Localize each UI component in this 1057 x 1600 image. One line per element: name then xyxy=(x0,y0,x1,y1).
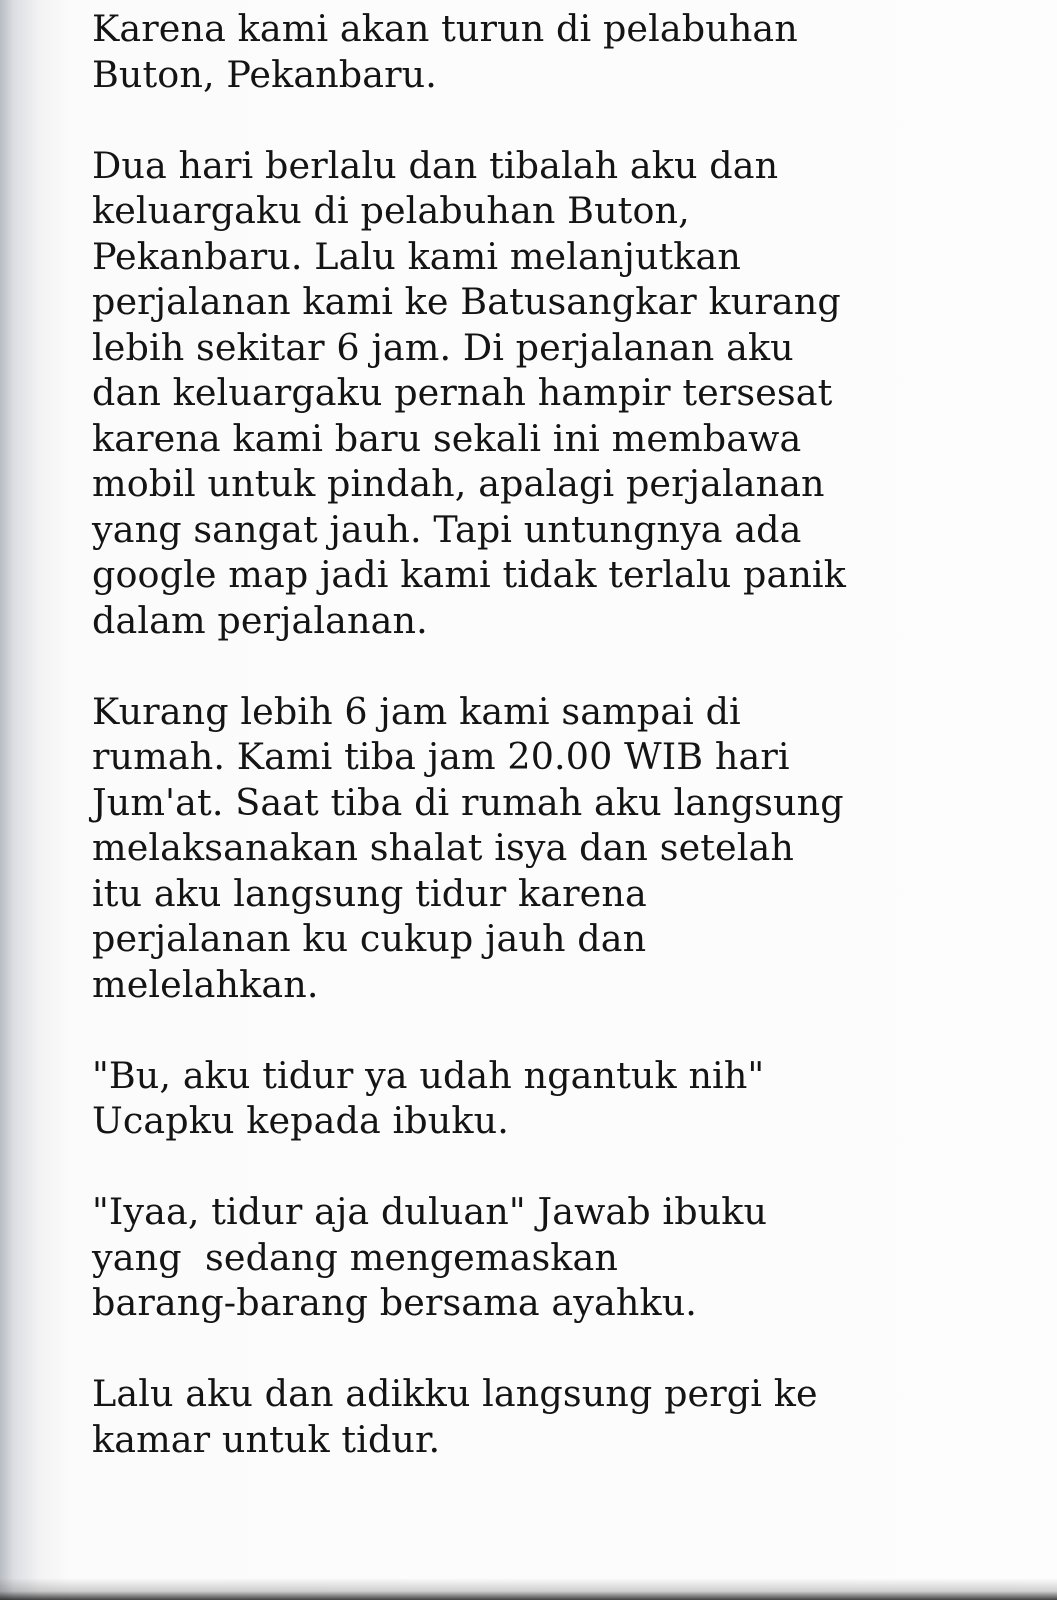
text-line: rumah. Kami tiba jam 20.00 WIB hari xyxy=(92,735,790,778)
text-line: yang sangat jauh. Tapi untungnya ada xyxy=(92,507,802,551)
paragraph xyxy=(92,689,1012,1008)
text-line: "Iyaa, tidur aja duluan" Jawab ibuku xyxy=(92,1190,768,1233)
text-line: google map jadi kami tidak terlalu panik xyxy=(92,553,846,596)
text-line: karena kami baru sekali ini membawa xyxy=(92,416,802,460)
paragraph xyxy=(92,1053,1012,1144)
text-line: mobil untuk pindah, apalagi perjalanan xyxy=(92,462,825,505)
text-line: Buton, Pekanbaru. xyxy=(92,52,437,96)
text-line: Dua hari berlalu dan tibalah aku dan xyxy=(92,143,779,187)
text-line: Lalu aku dan adikku langsung pergi ke xyxy=(92,1372,818,1415)
text-line: barang-barang bersama ayahku. xyxy=(92,1281,698,1324)
text-line: dan keluargaku pernah hampir tersesat xyxy=(92,371,833,414)
text-line: melaksanakan shalat isya dan setelah xyxy=(92,826,794,869)
text-line: perjalanan ku cukup jauh dan xyxy=(92,917,647,960)
text-line: dalam perjalanan. xyxy=(92,598,428,642)
text-line: Kurang lebih 6 jam kami sampai di xyxy=(92,689,741,733)
text-line: Karena kami akan turun di pelabuhan xyxy=(92,7,798,50)
text-line: yang sedang mengemaskan xyxy=(92,1235,618,1279)
text-line: Pekanbaru. Lalu kami melanjutkan xyxy=(92,234,741,278)
body-text xyxy=(92,6,1012,1508)
text-line: kamar untuk tidur. xyxy=(92,1417,441,1461)
text-line: keluargaku di pelabuhan Buton, xyxy=(92,189,690,232)
paragraph xyxy=(92,1189,1012,1326)
paragraph xyxy=(92,143,1012,644)
text-line: "Bu, aku tidur ya udah ngantuk nih" xyxy=(92,1053,765,1097)
paragraph xyxy=(92,6,1012,97)
text-line: Jum'at. Saat tiba di rumah aku langsung xyxy=(92,780,844,824)
text-line: lebih sekitar 6 jam. Di perjalanan aku xyxy=(92,325,794,369)
text-line: melelahkan. xyxy=(92,962,319,1006)
text-line: itu aku langsung tidur karena xyxy=(92,871,647,915)
text-line: Ucapku kepada ibuku. xyxy=(92,1099,509,1142)
paragraph xyxy=(92,1371,1012,1462)
text-line: perjalanan kami ke Batusangkar kurang xyxy=(92,280,841,323)
